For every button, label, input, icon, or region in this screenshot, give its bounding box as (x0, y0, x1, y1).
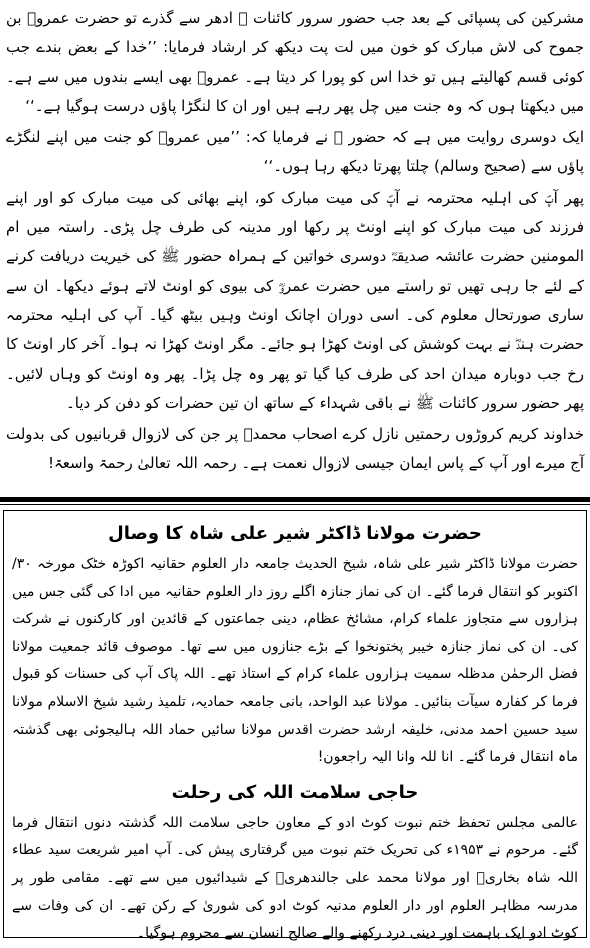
obituary-paragraph-2: عالمی مجلس تحفظ ختم نبوت کوٹ ادو کے معاون حاجی سلامت اللہ گذشتہ دنوں انتقال فرما گئے۔ مرحوم نے ۱۹۵۳ء کی تحریک ختم نبوت میں گرفتاری پیش کی۔ آپ امیر شریعت سید عطاء اللہ شاہ بخاریؒ اور مولانا محمد علی جالندھریؒ کے شیدائیوں میں سے تھے۔ مقامی طور پر مدرسہ مظاہر العلوم اور دار العلوم مدنیہ کوٹ ادو کی شوریٰ کے رکن تھے۔ ان کی وفات سے کوٹ ادو ایک باہمت اور دینی درد رکھنے والے صالح انسان سے محروم ہوگیا۔ (12, 814, 579, 942)
section-divider-heavy (0, 497, 590, 502)
obituary-heading-1: حضرت مولانا ڈاکٹر شیر علی شاہ کا وصال (108, 523, 482, 544)
section-divider-thin (0, 504, 590, 505)
article-continuation (6, 4, 584, 481)
article-paragraph: مشرکین کی پسپائی کے بعد جب حضور سرور کائنات ﷺ ادھر سے گذرے تو حضرت عمروؓ بن جموح کی لاش مبارک کو خون میں لت پت دیکھ کر ارشاد فرمایا: ’’خدا کے بعض بندے جب کوئی قسم کھالیتے ہیں تو خدا اس کو پورا کر دیتا ہے۔ عمروؓ بھی ایسے بندوں میں سے ہے۔ میں دیکھتا ہوں کہ وہ جنت میں چل پھر رہے ہیں اور ان کا لنگڑا پاؤں درست ہوگیا ہے۔‘‘ (6, 9, 584, 115)
article-paragraph: پھر آپؐ کی اہلیہ محترمہ نے آپؐ کی میت مبارک کو، اپنے بھائی کی میت مبارک کو اور اپنے فرزند کی میت مبارک کو اپنے اونٹ پر رکھا اور مدینہ کی طرف چل پڑی۔ راستہ میں ام المومنین حضرت عائشہ صدیقہؓ دوسری خواتین کے ہمراہ حضور ﷺ کی خیریت دریافت کرنے کے لئے جا رہی تھیں تو راستے میں حضرت عمروؓ کی بیوی کو اونٹ لاتے ہوئے دیکھا۔ ان سے ساری صورتحال معلوم کی۔ اسی دوران اچانک اونٹ وہیں بیٹھ گیا۔ آپ کی اہلیہ محترمہ حضرت ہندؓ نے بہت کوشش کی اونٹ کھڑا ہو جائے۔ مگر اونٹ کھڑا نہ ہوا۔ آخر کار اونٹ کا رخ جب دوبارہ میدان احد کی طرف کیا گیا تو پھر وہ چل پڑا۔ پھر وہ اونٹ کو وہاں لائیں۔ پھر حضور سرور کائنات ﷺ نے باقی شہداء کے ساتھ ان تین حضرات کو دفن کر دیا۔ (6, 188, 584, 412)
article-paragraph: ایک دوسری روایت میں ہے کہ حضور ﷺ نے فرمایا کہ: ’’میں عمروؓ کو جنت میں اپنے لنگڑے پاؤں سے (صحیح وسالم) چلتا پھرتا دیکھ رہا ہوں۔‘‘ (6, 128, 584, 176)
obituary-heading-2: حاجی سلامت اللہ کی رحلت (171, 781, 419, 803)
obituary-paragraph-1: حضرت مولانا ڈاکٹر شیر علی شاہ، شیخ الحدیث جامعہ دار العلوم حقانیہ اکوڑہ خٹک مورخہ ۳۰/ اکتوبر کو انتقال فرما گئے۔ ان کی نماز جنازہ اگلے روز دار العلوم حقانیہ میں ادا کی گئی جس میں ہزاروں سے متجاوز علماء کرام، مشائخ عظام، دینی جماعتوں کے قائدین اور کارکنوں نے شرکت کی۔ ان کی نماز جنازہ خیبر پختونخوا کے بڑے جنازوں میں سے تھا۔ موصوف قائد جمعیت مولانا فضل الرحمٰن مدظلہ سمیت ہزاروں علماء کرام کے استاذ تھے۔ اللہ پاک آپ کی حسنات کو قبول فرما کر کفارہ سیآت بنائیں۔ مولانا عبد الواحد، بانی جامعہ حمادیہ، تلمیذ رشید شیخ الاسلام مولانا سید حسین احمد مدنی، خلیفہ ارشد حضرت اقدس مولانا سائیں حماد اللہ ہالیجوئی بھی گذشتہ ماہ انتقال فرما گئے۔ انا للہ وانا الیہ راجعون! (12, 556, 578, 766)
obituary-box (3, 510, 587, 942)
article-paragraph: خداوند کریم کروڑوں رحمتیں نازل کرے اصحاب محمدؐ پر جن کی لازوال قربانیوں کی بدولت آج میرے اور آپ کے پاس ایمان جیسی لازوال نعمت ہے۔ رحمہ اللہ تعالیٰ رحمۃ واسعۃ! (6, 425, 584, 473)
